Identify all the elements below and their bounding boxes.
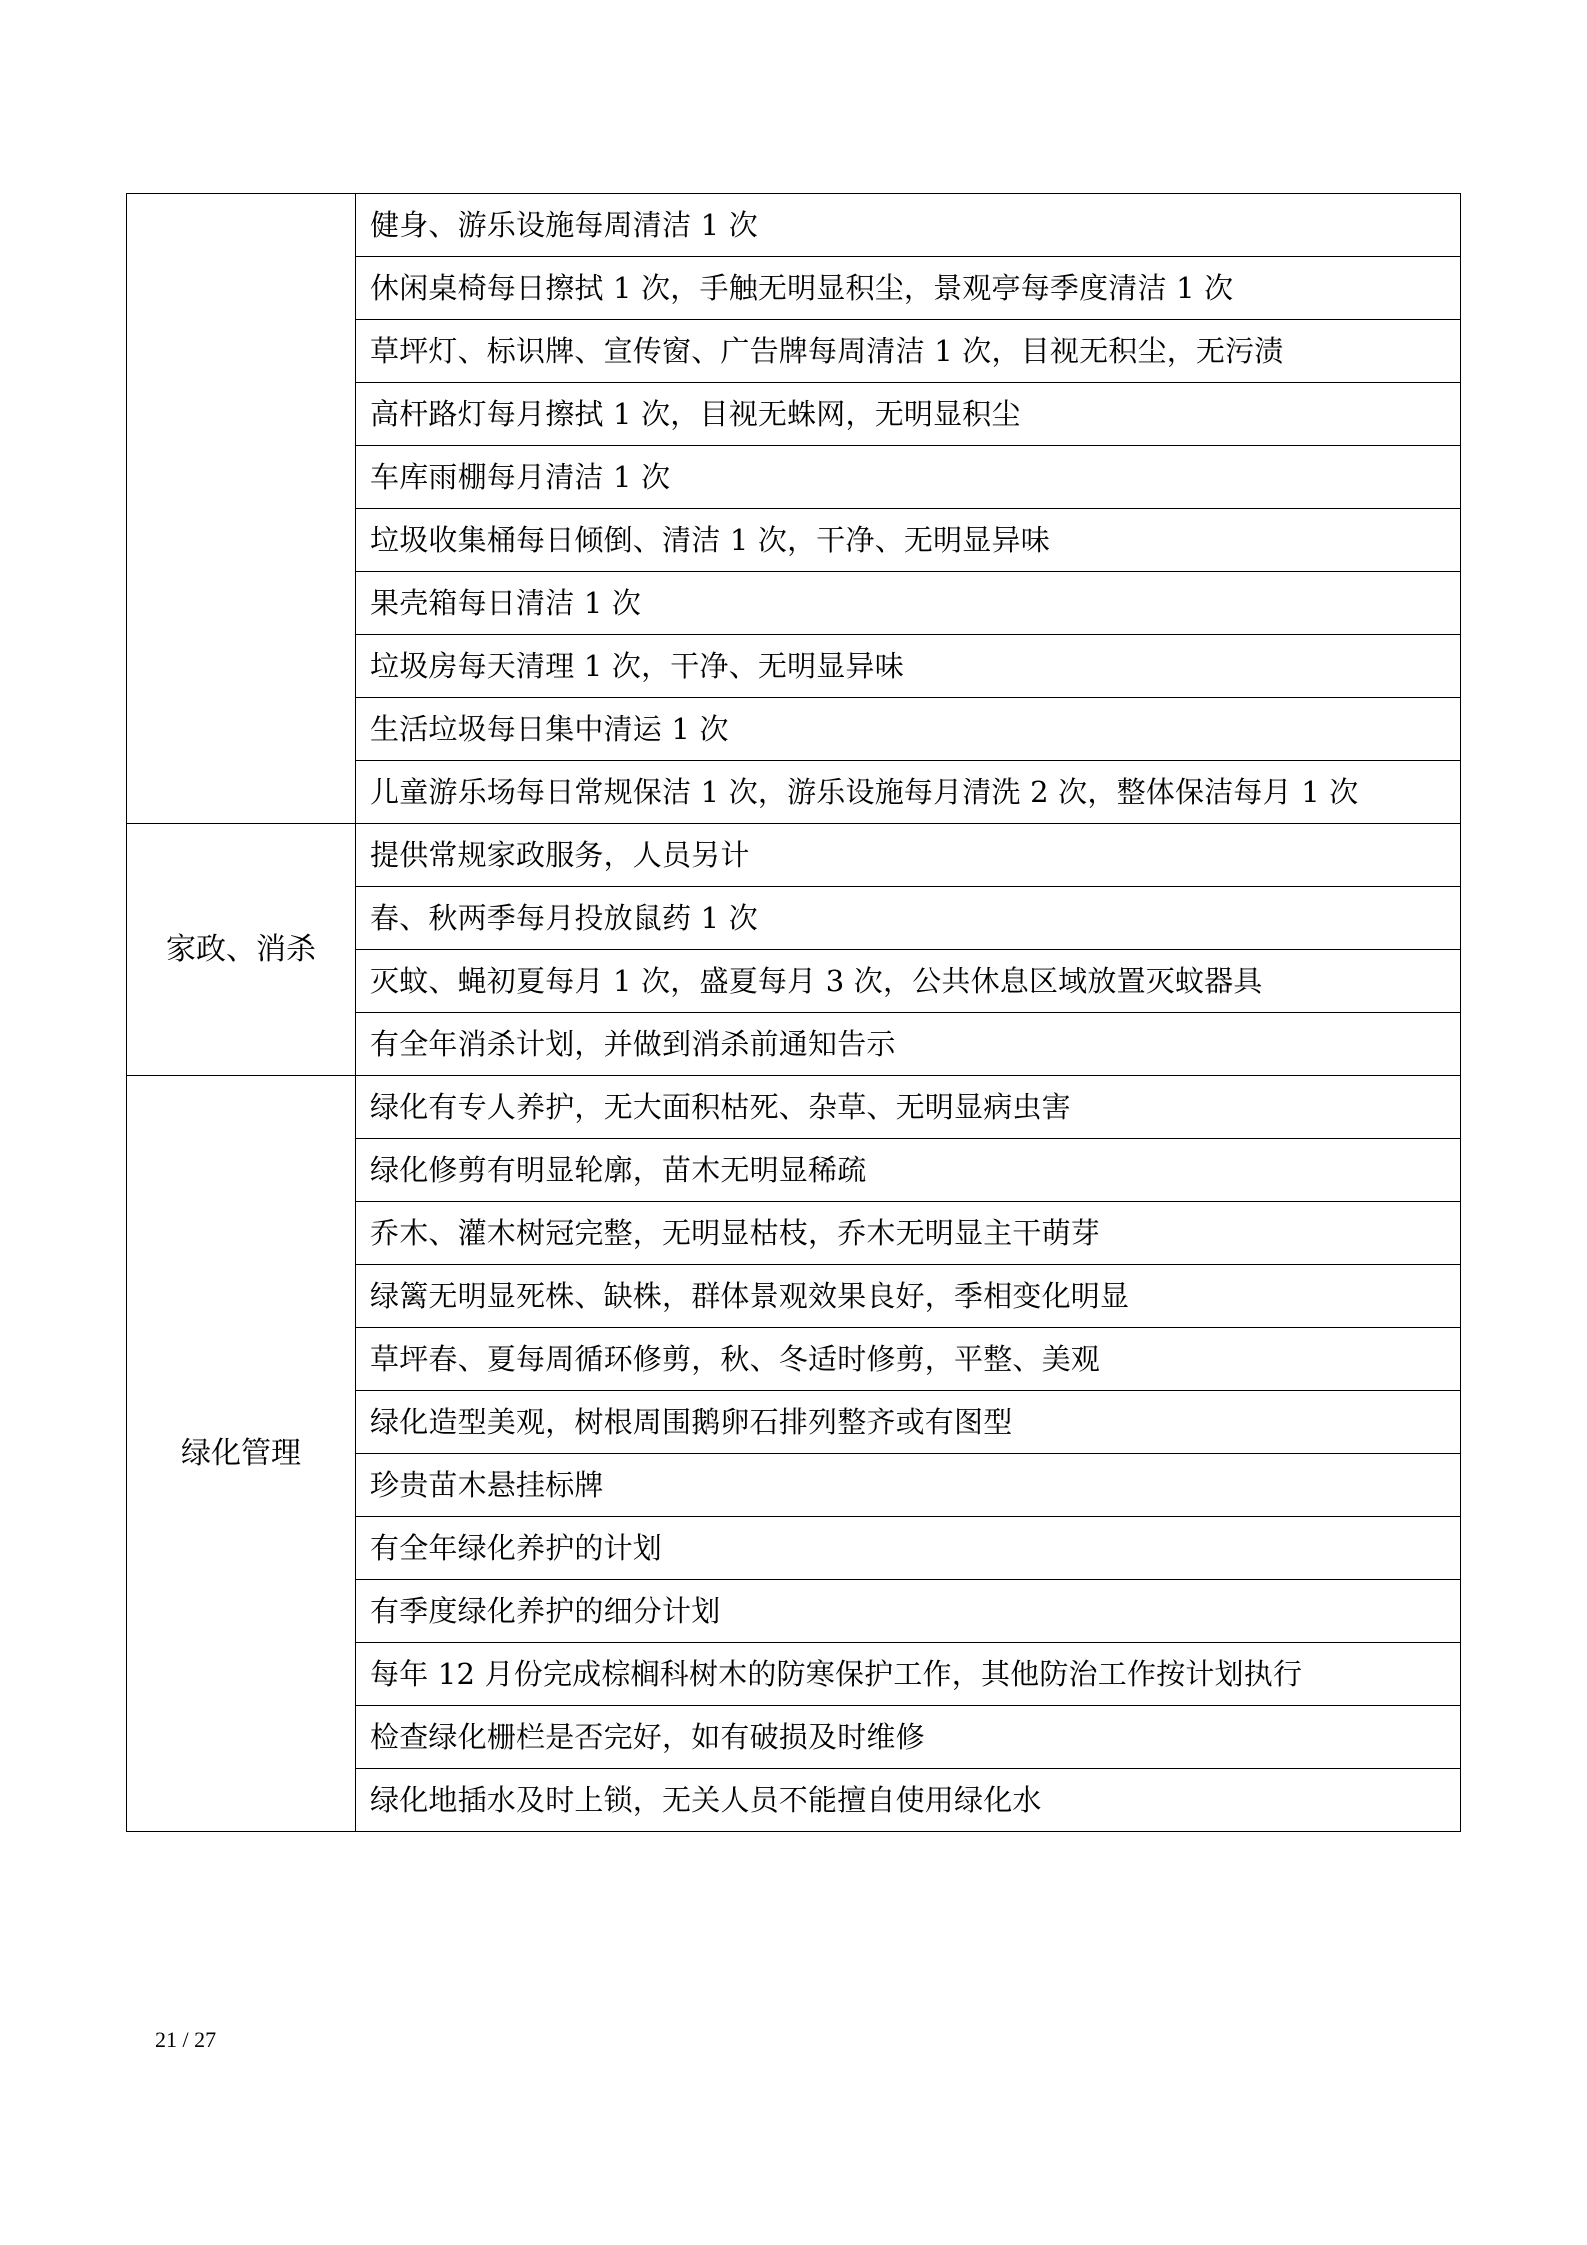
requirement-cell: 生活垃圾每日集中清运 1 次 — [356, 698, 1461, 761]
page-number: 21 / 27 — [155, 2027, 217, 2052]
requirement-cell: 每年 12 月份完成棕榈科树木的防寒保护工作，其他防治工作按计划执行 — [356, 1643, 1461, 1706]
table-row — [127, 194, 1461, 257]
requirement-cell: 珍贵苗木悬挂标牌 — [356, 1454, 1461, 1517]
table-row — [127, 1076, 1461, 1139]
requirement-cell: 高杆路灯每月擦拭 1 次，目视无蛛网，无明显积尘 — [356, 383, 1461, 446]
requirement-cell: 灭蚊、蝇初夏每月 1 次，盛夏每月 3 次，公共休息区域放置灭蚊器具 — [356, 950, 1461, 1013]
requirement-cell: 有季度绿化养护的细分计划 — [356, 1580, 1461, 1643]
requirement-cell: 果壳箱每日清洁 1 次 — [356, 572, 1461, 635]
category-cell: 绿化管理 — [127, 1076, 356, 1832]
standards-table-body — [127, 194, 1461, 1832]
requirement-cell: 春、秋两季每月投放鼠药 1 次 — [356, 887, 1461, 950]
requirement-cell: 垃圾收集桶每日倾倒、清洁 1 次，干净、无明显异味 — [356, 509, 1461, 572]
requirement-cell: 检查绿化栅栏是否完好，如有破损及时维修 — [356, 1706, 1461, 1769]
requirement-cell: 有全年消杀计划，并做到消杀前通知告示 — [356, 1013, 1461, 1076]
requirement-cell: 车库雨棚每月清洁 1 次 — [356, 446, 1461, 509]
table-row — [127, 824, 1461, 887]
requirement-cell: 乔木、灌木树冠完整，无明显枯枝，乔木无明显主干萌芽 — [356, 1202, 1461, 1265]
requirement-cell: 儿童游乐场每日常规保洁 1 次，游乐设施每月清洗 2 次，整体保洁每月 1 次 — [356, 761, 1461, 824]
requirement-cell: 绿化地插水及时上锁，无关人员不能擅自使用绿化水 — [356, 1769, 1461, 1832]
requirement-cell: 有全年绿化养护的计划 — [356, 1517, 1461, 1580]
requirement-cell: 草坪春、夏每周循环修剪，秋、冬适时修剪，平整、美观 — [356, 1328, 1461, 1391]
requirement-cell: 休闲桌椅每日擦拭 1 次，手触无明显积尘，景观亭每季度清洁 1 次 — [356, 257, 1461, 320]
standards-table — [126, 193, 1461, 1832]
category-cell: 家政、消杀 — [127, 824, 356, 1076]
requirement-cell: 绿化造型美观，树根周围鹅卵石排列整齐或有图型 — [356, 1391, 1461, 1454]
requirement-cell: 健身、游乐设施每周清洁 1 次 — [356, 194, 1461, 257]
requirement-cell: 绿篱无明显死株、缺株，群体景观效果良好，季相变化明显 — [356, 1265, 1461, 1328]
category-cell — [127, 194, 356, 824]
requirement-cell: 草坪灯、标识牌、宣传窗、广告牌每周清洁 1 次，目视无积尘，无污渍 — [356, 320, 1461, 383]
requirement-cell: 提供常规家政服务，人员另计 — [356, 824, 1461, 887]
requirement-cell: 垃圾房每天清理 1 次，干净、无明显异味 — [356, 635, 1461, 698]
requirement-cell: 绿化有专人养护，无大面积枯死、杂草、无明显病虫害 — [356, 1076, 1461, 1139]
requirement-cell: 绿化修剪有明显轮廓，苗木无明显稀疏 — [356, 1139, 1461, 1202]
